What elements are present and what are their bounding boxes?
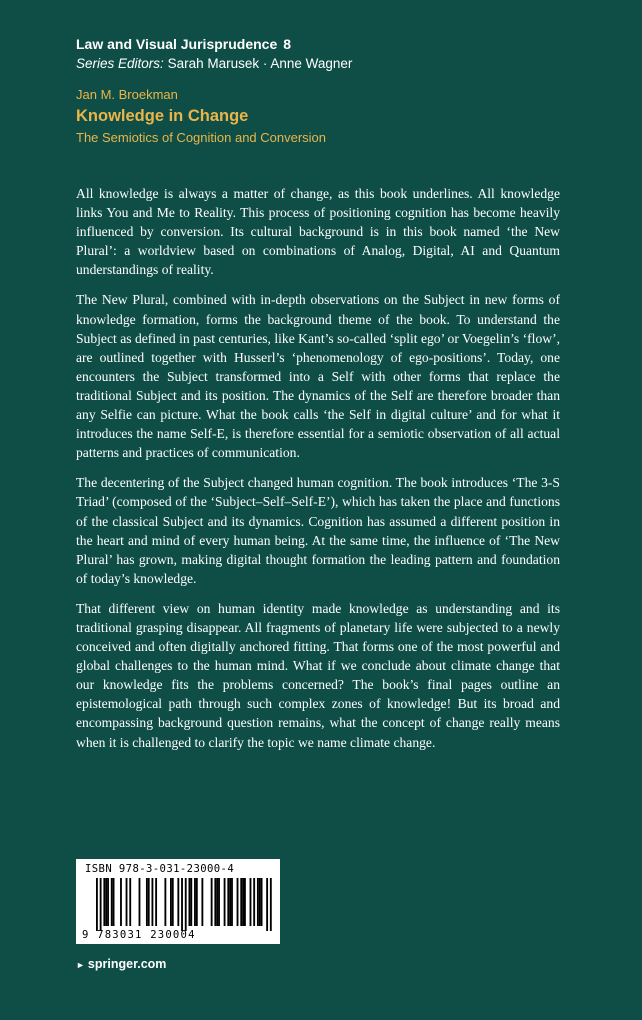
barcode-bar [107,878,109,926]
barcode-bar [146,878,148,926]
barcode-bar [250,878,252,926]
barcode-bar [190,878,192,926]
barcode-bar [224,878,226,926]
barcode-bar [231,878,233,926]
barcode-bar [126,878,128,926]
blurb-paragraph: The decentering of the Subject changed human cognition. The book introduces ‘The 3-S Triad’ (composed of the ‘Subject–Self–Self-E’), which has taken the place and functions of the classical Subject and its dynamics. Cognition has assumed a different position in the heart and mind of every human being. At the same time, the influence of ‘The New Plural’ has grown, making digital thought formation the leading pattern and foundation of today’s knowledge. [76,475,560,586]
book-author: Jan M. Broekman [76,87,178,102]
blurb-paragraph: The New Plural, combined with in-depth observations on the Subject in new forms of knowledge formation, forms the background theme of the book. To understand the Subject as defined in past centuries, like Kant’s so-called ‘split ego’ or Voegelin’s ‘flow’, are outlined together with Husserl’s ‘phenomenology of ego-positions’. Today, one encounters the Subject transformed into a Self with other forms that replace the traditional Subject and its position. The dynamics of the Self are therefore broader than any Selfie can picture. What the book calls ‘the Self in digital culture’ and for what it introduces the name Self-E, is therefore essential for a semiotic observation of all actual patterns and practices of communication. [76,292,560,461]
series-editors-names: Sarah Marusek · Anne Wagner [167,56,353,71]
barcode-bar [257,878,259,926]
barcode-bar [259,878,261,926]
barcode-bar [211,878,213,926]
barcode-bar [189,878,191,926]
ean-digits: 9 783031 230004 [82,929,196,941]
series-title-text: Law and Visual Jurisprudence [76,36,278,52]
isbn-barcode [76,859,280,944]
barcode-bar [96,878,98,931]
barcode-bar [111,878,113,926]
series-editors-label: Series Editors: [76,56,164,71]
barcode-bar [185,878,187,931]
series-editors [76,54,352,74]
barcode-bar [113,878,115,926]
arrow-icon: ► [76,960,85,970]
barcode-bar [194,878,196,926]
barcode-bar [152,878,154,926]
series-number: 8 [283,36,292,52]
barcode-bar [201,878,203,926]
barcode-bar [103,878,105,926]
blurb-paragraph: All knowledge is always a matter of change, as this book underlines. All knowledge links You and Me to Reality. This process of positioning cognition has become heavily influenced by conversion. Its cultural background is in this book named ‘the New Plural’: a worldview based on combinations of Analog, Digital, AI and Quantum understandings of reality. [76,186,560,278]
barcode-bar [244,878,246,926]
barcode-bar [155,878,157,926]
barcode-bar [237,878,239,926]
barcode-bar [270,878,272,931]
book-subtitle: The Semiotics of Cognition and Conversion [76,130,327,145]
barcode-bar [261,878,263,926]
publisher-link[interactable] [76,957,166,971]
barcode-bar [164,878,166,926]
barcode-bar [266,878,268,931]
barcode-bar [148,878,150,926]
barcode-bar [240,878,242,926]
publisher-url: springer.com [87,957,167,971]
barcode-bar [129,878,131,926]
barcode-bar [172,878,174,926]
barcode-bar [216,878,218,926]
barcode-bar [139,878,141,926]
barcode-bar [105,878,107,926]
barcode-bar [177,878,179,926]
isbn-label: ISBN 978-3-031-23000-4 [85,863,235,875]
barcode-bar [218,878,220,926]
barcode-bar [229,878,231,926]
book-title: Knowledge in Change [76,107,249,125]
book-heading [76,86,326,147]
barcode-bar [181,878,183,931]
blurb [76,184,560,763]
barcode-bar [253,878,255,926]
barcode-bar [100,878,102,931]
barcode-bar [242,878,244,926]
barcode-bar [227,878,229,926]
series-info [76,34,352,74]
blurb-paragraph: That different view on human identity made knowledge as understanding and its traditional grasping disappear. All fragments of planetary life were subjected to a newly conceived and often digitally anchored fitting. That forms one of the most powerful and global challenges to the human mind. What if we conclude about climate change that our knowledge fits the problems concerned? The book’s final pages outline an epistemological path through such complex zones of knowledge! But its broad and encompassing background question remains, what the concept of change really means when it is challenged to clarify the topic we name climate change. [76,600,560,750]
barcode-bar [120,878,122,926]
barcode-bar [170,878,172,926]
barcode-bar [214,878,216,926]
series-title [76,34,352,54]
barcode-bar [196,878,198,926]
